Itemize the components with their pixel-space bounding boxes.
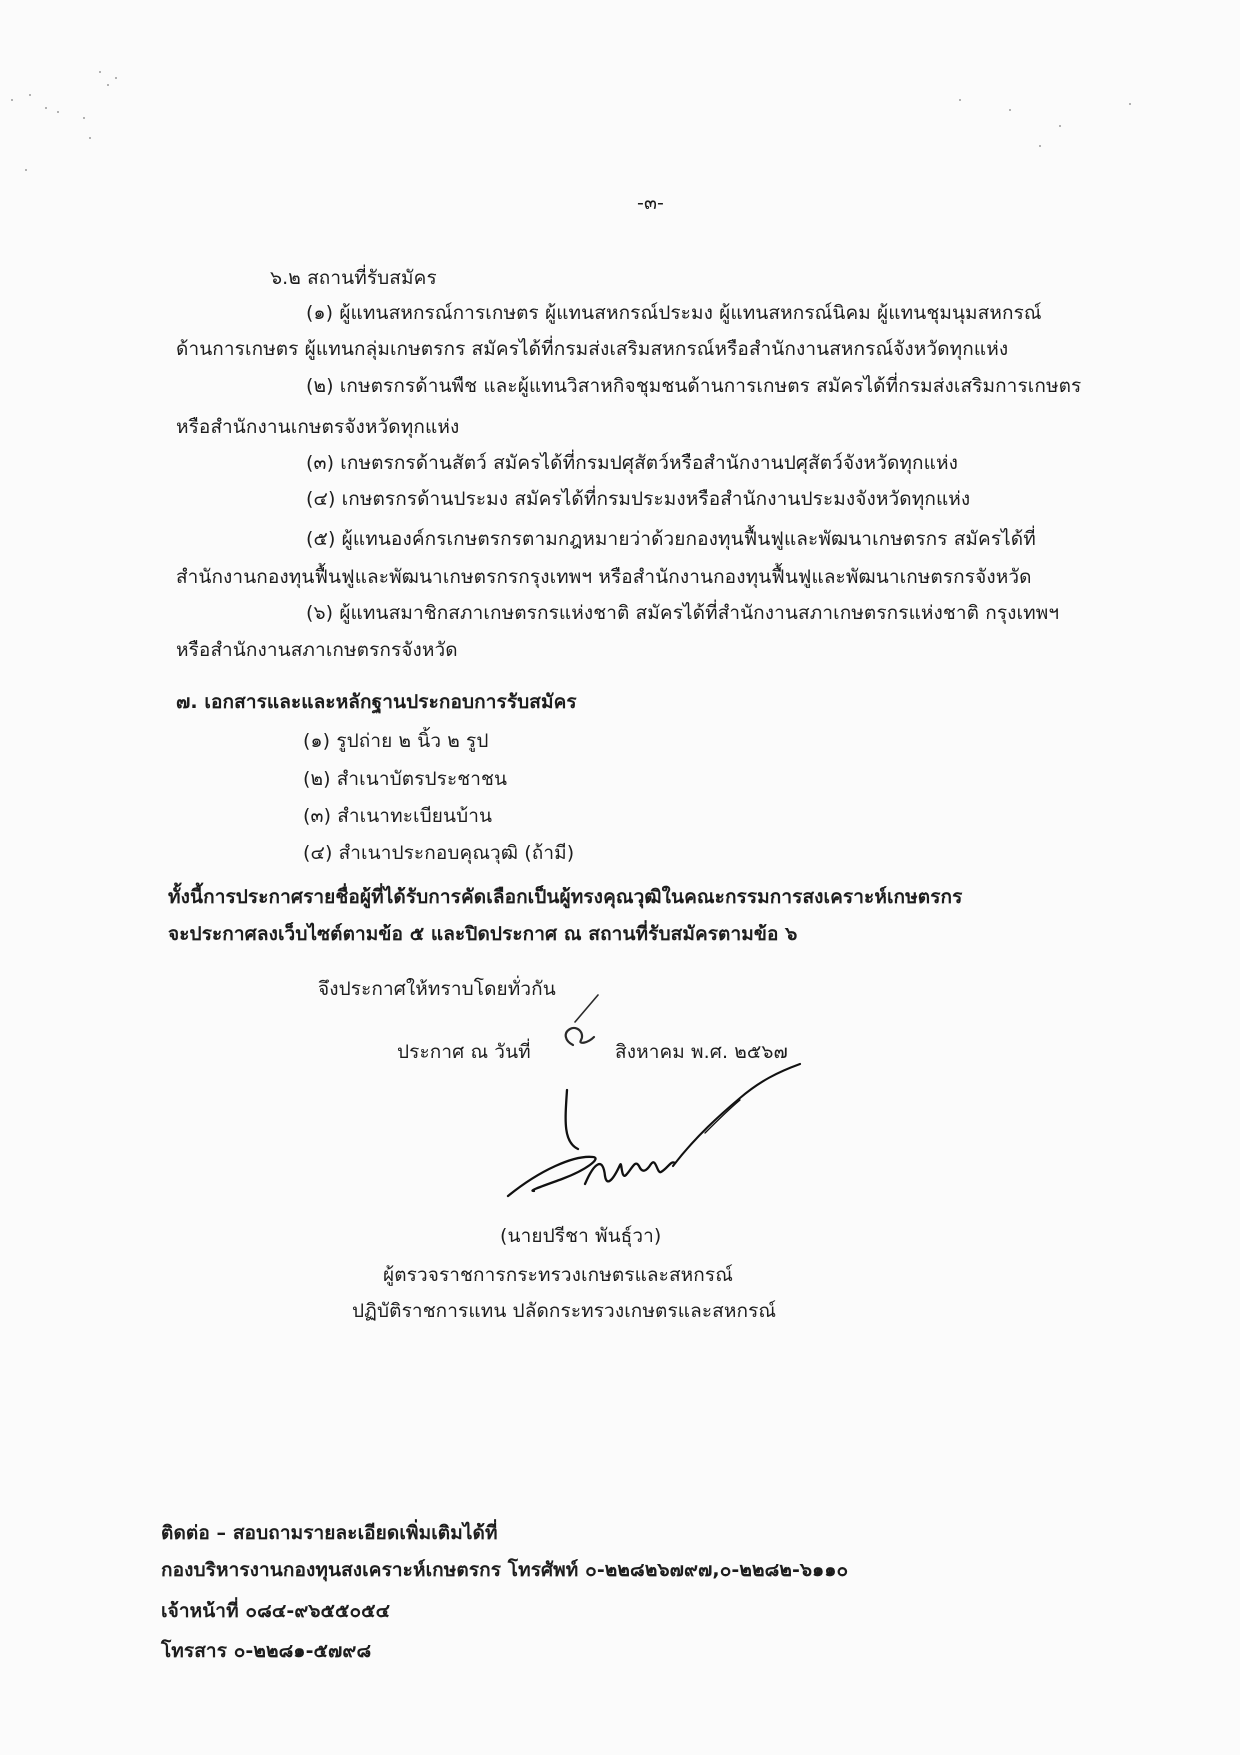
section-6-2-heading: ๖.๒ สถานที่รับสมัคร: [270, 267, 437, 289]
item-1-line-1: (๑) ผู้แทนสหกรณ์การเกษตร ผู้แทนสหกรณ์ประมง ผู้แทนสหกรณ์นิคม ผู้แทนชุมนุมสหกรณ์: [306, 302, 1042, 324]
contact-line-1: ติดต่อ – สอบถามรายละเอียดเพิ่มเติมได้ที่: [161, 1522, 498, 1544]
date-prefix: ประกาศ ณ วันที่: [397, 1041, 531, 1063]
section-7-heading: ๗. เอกสารและและหลักฐานประกอบการรับสมัคร: [176, 691, 577, 713]
item-3: (๓) เกษตรกรด้านสัตว์ สมัครได้ที่กรมปศุสัตว์หรือสำนักงานปศุสัตว์จังหวัดทุกแห่ง: [306, 452, 958, 474]
document-item-1: (๑) รูปถ่าย ๒ นิ้ว ๒ รูป: [303, 730, 489, 752]
signature-drawing: [490, 1010, 810, 1210]
announcement-line-2: จะประกาศลงเว็บไซต์ตามข้อ ๕ และปิดประกาศ ณ สถานที่รับสมัครตามข้อ ๖: [168, 923, 798, 945]
contact-line-2: กองบริหารงานกองทุนสงเคราะห์เกษตรกร โทรศัพท์ ๐-๒๒๘๒๖๗๙๗,๐-๒๒๘๒-๖๑๑๐: [161, 1559, 849, 1581]
date-suffix: สิงหาคม พ.ศ. ๒๕๖๗: [615, 1041, 788, 1063]
item-1-line-2: ด้านการเกษตร ผู้แทนกลุ่มเกษตรกร สมัครได้ที่กรมส่งเสริมสหกรณ์หรือสำนักงานสหกรณ์จังหวัดทุกแห่ง: [176, 338, 1009, 360]
contact-line-3: เจ้าหน้าที่ ๐๘๔-๙๖๕๕๐๕๔: [161, 1600, 391, 1622]
item-6-line-1: (๖) ผู้แทนสมาชิกสภาเกษตรกรแห่งชาติ สมัครได้ที่สำนักงานสภาเกษตรกรแห่งชาติ กรุงเทพฯ: [306, 602, 1060, 624]
notice-line: จึงประกาศให้ทราบโดยทั่วกัน: [318, 978, 556, 1000]
signatory-title-2: ปฏิบัติราชการแทน ปลัดกระทรวงเกษตรและสหกรณ์: [352, 1300, 777, 1322]
document-item-2: (๒) สำเนาบัตรประชาชน: [303, 768, 508, 790]
document-item-4: (๔) สำเนาประกอบคุณวุฒิ (ถ้ามี): [303, 842, 575, 864]
document-item-3: (๓) สำเนาทะเบียนบ้าน: [303, 805, 493, 827]
page-number: -๓-: [637, 192, 665, 214]
signatory-name: (นายปรีชา พันธุ์วา): [500, 1225, 662, 1247]
item-5-line-1: (๕) ผู้แทนองค์กรเกษตรกรตามกฎหมายว่าด้วยกองทุนฟื้นฟูและพัฒนาเกษตรกร สมัครได้ที่: [306, 528, 1036, 550]
item-6-line-2: หรือสำนักงานสภาเกษตรกรจังหวัด: [176, 639, 458, 661]
announcement-line-1: ทั้งนี้การประกาศรายชื่อผู้ที่ได้รับการคัดเลือกเป็นผู้ทรงคุณวุฒิในคณะกรรมการสงเคราะห์เกษตรกร: [168, 886, 963, 908]
signatory-title-1: ผู้ตรวจราชการกระทรวงเกษตรและสหกรณ์: [383, 1264, 733, 1286]
contact-line-4: โทรสาร ๐-๒๒๘๑-๕๗๙๘: [161, 1640, 372, 1662]
item-2-line-2: หรือสำนักงานเกษตรจังหวัดทุกแห่ง: [176, 416, 460, 438]
item-5-line-2: สำนักงานกองทุนฟื้นฟูและพัฒนาเกษตรกรกรุงเทพฯ หรือสำนักงานกองทุนฟื้นฟูและพัฒนาเกษตรกรจังหวัด: [176, 566, 1032, 588]
item-4: (๔) เกษตรกรด้านประมง สมัครได้ที่กรมประมงหรือสำนักงานประมงจังหวัดทุกแห่ง: [306, 488, 971, 510]
scan-noise: [0, 0, 1240, 240]
item-2-line-1: (๒) เกษตรกรด้านพืช และผู้แทนวิสาหกิจชุมชนด้านการเกษตร สมัครได้ที่กรมส่งเสริมการเกษตร: [306, 375, 1082, 397]
